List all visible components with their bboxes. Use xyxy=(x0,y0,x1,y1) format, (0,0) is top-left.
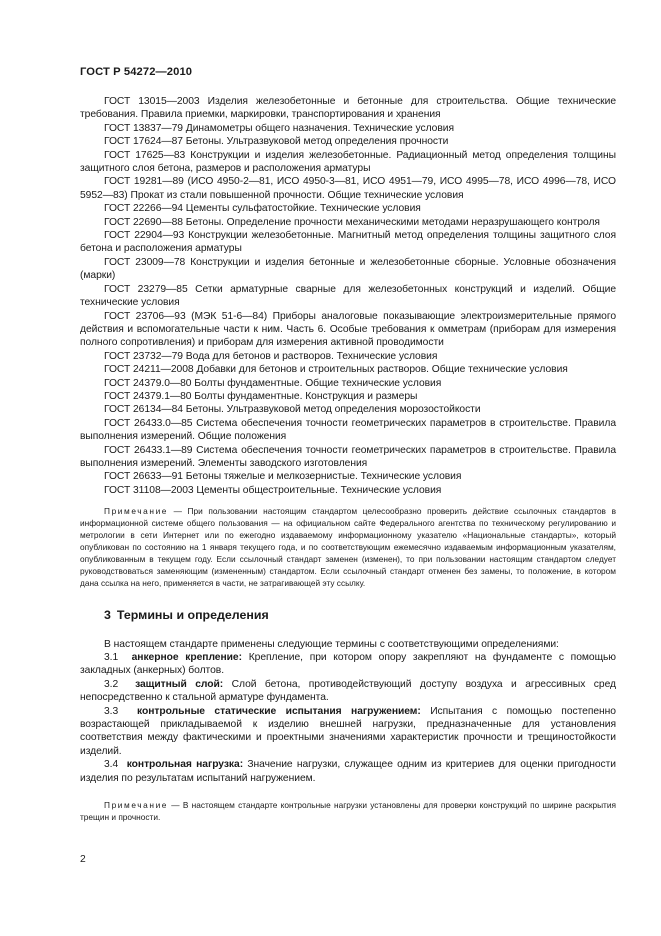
reference-item: ГОСТ 26633—91 Бетоны тяжелые и мелкозернистые. Технические условия xyxy=(104,471,462,483)
reference-item: ГОСТ 24211—2008 Добавки для бетонов и строительных растворов. Общие технические условия xyxy=(104,364,568,376)
reference-item: ГОСТ 19281—89 (ИСО 4950-2—81, ИСО 4950-3—81, ИСО 4951—79, ИСО 4995—78, ИСО 4996—78, ИСО 5952—83) Прокат из стали повышенной прочности. Общие технические условия xyxy=(80,176,616,201)
term-number: 3.4 xyxy=(104,759,119,771)
term-text: Крепление, при котором опору закрепляют на фундаменте с помощью закладных (анкерных) болтов. xyxy=(80,651,616,677)
reference-item: ГОСТ 22266—94 Цементы сульфатостойкие. Технические условия xyxy=(104,203,421,215)
page-content xyxy=(80,95,616,824)
reference-item: ГОСТ 23279—85 Сетки арматурные сварные для железобетонных конструкций и изделий. Общие технические условия xyxy=(80,283,616,309)
note-lead: Примечание xyxy=(104,506,169,517)
reference-item: ГОСТ 24379.0—80 Болты фундаментные. Общие технические условия xyxy=(104,377,442,389)
reference-item: ГОСТ 23732—79 Вода для бетонов и растворов. Технические условия xyxy=(104,350,438,362)
reference-item: ГОСТ 22690—88 Бетоны. Определение прочности механическими методами неразрушающего контроля xyxy=(104,216,600,228)
term-definition xyxy=(80,651,616,678)
reference-item: ГОСТ 23009—78 Конструкции и изделия бетонные и железобетонные сборные. Условные обозначения (марки) xyxy=(80,256,616,282)
term-definition xyxy=(80,705,616,759)
page-header: ГОСТ Р 54272—2010 xyxy=(80,66,193,78)
reference-list xyxy=(80,95,616,497)
note-text: — При пользовании настоящим стандартом целесообразно проверить действие ссылочных стандартов в информационной системе общего пользования — на официальном сайте Федерального агентства по техническому регулированию и метрологии в сети Интернет или по ежегодно издаваемому информационному указателю «Национальные стандарты», который опубликован по состоянию на 1 января текущего года, и по соответствующим ежемесячно издаваемым информационным указателям, опубликованным в текущем году. Если ссылочный стандарт заменен (изменен), то при пользовании настоящим стандартом следует руководствоваться заменяющим (измененным) стандартом. Если ссылочный стандарт отменен без замены, то положение, в котором дана ссылка на него, применяется в части, не затрагивающей эту ссылку. xyxy=(80,506,616,588)
reference-item: ГОСТ 22904—93 Конструкции железобетонные. Магнитный метод определения толщины защитного слоя бетона и расположения арматуры xyxy=(80,230,616,255)
term-text: Испытания с помощью постепенно возрастающей прикладываемой к изделию внешней нагрузки, предназначенные для установления соответствия между фактическими и проектными значениями характеристик прочности и трещиностойкости изделий. xyxy=(80,705,616,757)
reference-item: ГОСТ 13837—79 Динамометры общего назначения. Технические условия xyxy=(104,122,454,134)
term-definition xyxy=(80,758,616,785)
term-text: Значение нагрузки, служащее одним из критериев для оценки пригодности изделия по результатам испытаний нагружением. xyxy=(80,759,616,784)
term-name: анкерное крепление: xyxy=(131,651,242,663)
section-title: Термины и определения xyxy=(116,607,269,622)
section-number: 3 xyxy=(104,607,111,622)
reference-item: ГОСТ 26134—84 Бетоны. Ультразвуковой метод определения морозостойкости xyxy=(104,404,481,416)
note-lead: Примечание xyxy=(104,800,169,810)
term-number: 3.3 xyxy=(104,705,119,717)
note-references xyxy=(80,506,616,589)
reference-item: ГОСТ 26433.1—89 Система обеспечения точности геометрических параметров в строительстве. Правила выполнения измерений. Элементы заводского изготовления xyxy=(80,444,616,469)
term-text: Слой бетона, противодействующий доступу воздуха и агрессивных сред непосредственно к стальной арматуре фундамента. xyxy=(80,678,616,704)
note-control-loads xyxy=(80,800,616,824)
page-number: 2 xyxy=(80,854,86,865)
term-number: 3.1 xyxy=(104,651,119,663)
term-name: контрольные статические испытания нагружением: xyxy=(137,705,421,717)
section-heading xyxy=(104,608,616,622)
reference-item: ГОСТ 17625—83 Конструкции и изделия железобетонные. Радиационный метод определения толщины защитного слоя бетона, размеров и расположения арматуры xyxy=(80,149,616,175)
reference-item: ГОСТ 31108—2003 Цементы общестроительные. Технические условия xyxy=(104,484,442,496)
note-text: — В настоящем стандарте контрольные нагрузки установлены для проверки конструкций по ширине раскрытия трещин и прочности. xyxy=(80,800,616,822)
reference-item: ГОСТ 26433.0—85 Система обеспечения точности геометрических параметров в строительстве. Правила выполнения измерений. Общие положения xyxy=(80,417,616,443)
term-number: 3.2 xyxy=(104,678,119,690)
reference-item: ГОСТ 23706—93 (МЭК 51-6—84) Приборы аналоговые показывающие электроизмерительные прямого действия и вспомогательные части к ним. Часть 6. Особые требования к омметрам (приборам для измерения полного сопротивления) и приборам для измерения активной проводимости xyxy=(80,310,616,349)
reference-item: ГОСТ 17624—87 Бетоны. Ультразвуковой метод определения прочности xyxy=(104,136,449,148)
term-name: контрольная нагрузка: xyxy=(126,759,244,771)
reference-item: ГОСТ 13015—2003 Изделия железобетонные и бетонные для строительства. Общие технические требования. Правила приемки, маркировки, транспортирования и хранения xyxy=(80,96,616,121)
section-intro: В настоящем стандарте применены следующие термины с соответствующими определениями: xyxy=(104,638,559,650)
reference-item: ГОСТ 24379.1—80 Болты фундаментные. Конструкция и размеры xyxy=(104,390,418,402)
term-definition xyxy=(80,678,616,705)
term-name: защитный слой: xyxy=(135,678,224,690)
